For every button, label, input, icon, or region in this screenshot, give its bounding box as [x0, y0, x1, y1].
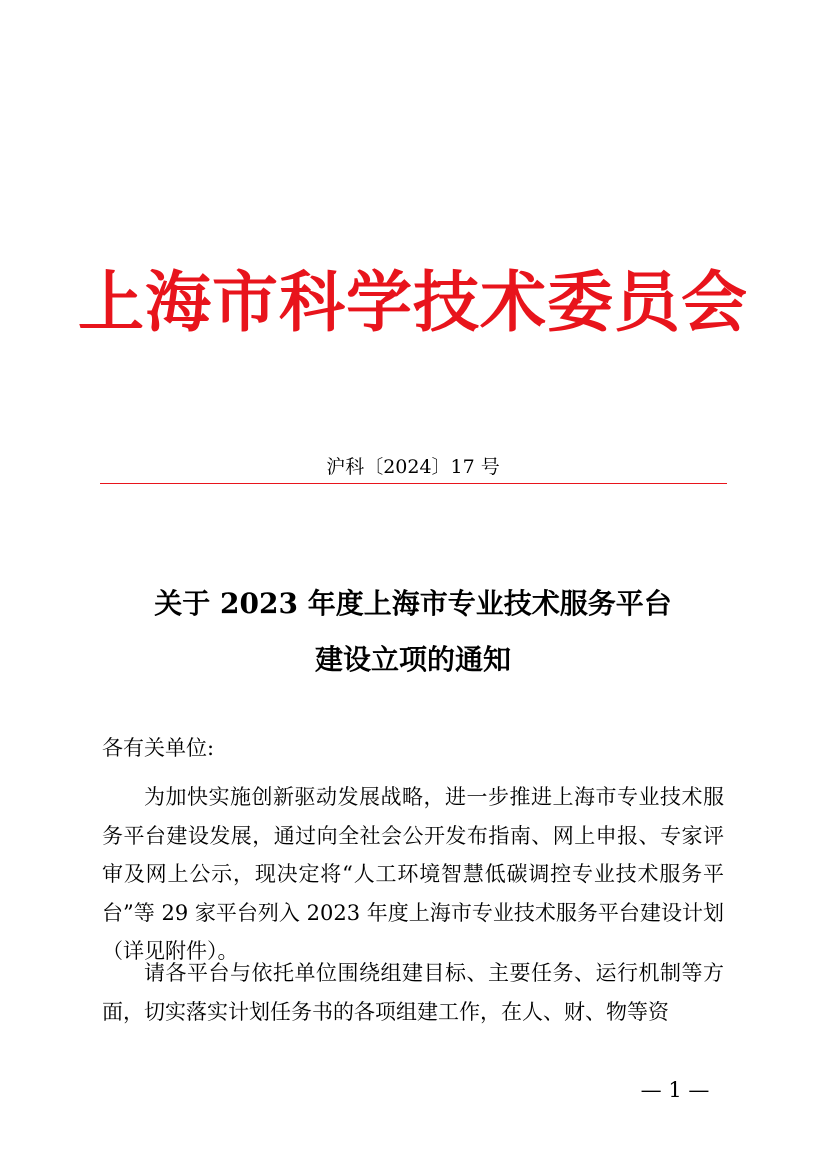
page-number: — 1 —	[640, 1078, 710, 1102]
document-title-line-1: 关于 2023 年度上海市专业技术服务平台	[154, 587, 672, 620]
body-paragraph-2: 请各平台与依托单位围绕组建目标、主要任务、运行机制等方面，切实落实计划任务书的各项组建工作，在人、财、物等资	[102, 961, 724, 1024]
document-number: 沪科〔2024〕17 号	[326, 456, 500, 478]
issuing-organization-header: 上海市科学技术委员会	[78, 263, 748, 341]
body-paragraph-1: 为加快实施创新驱动发展战略，进一步推进上海市专业技术服务平台建设发展，通过向全社会公开发布指南、网上申报、专家评审及网上公示，现决定将“人工环境智慧低碳调控专业技术服务平台”等 29 家平台列入 2023 年度上海市专业技术服务平台建设计划（详见附件）。	[102, 785, 724, 963]
red-separator-line	[100, 483, 727, 484]
salutation: 各有关单位:	[102, 736, 215, 760]
document-title-line-2: 建设立项的通知	[314, 643, 511, 676]
